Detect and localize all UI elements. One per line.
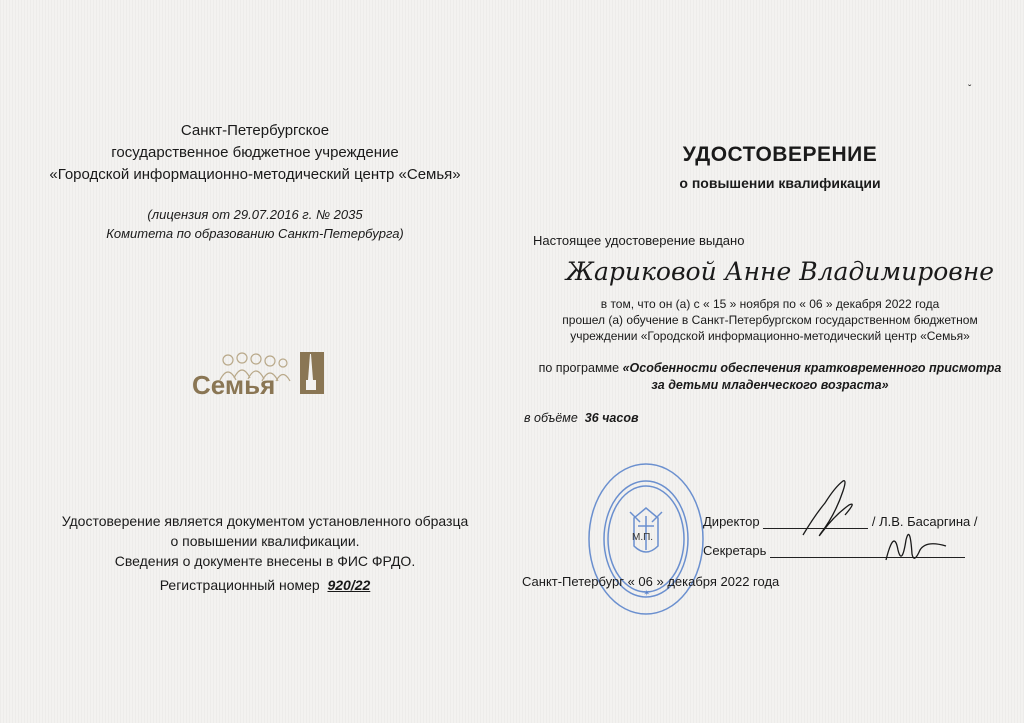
notice-line-2: о повышении квалификации.	[170, 533, 360, 549]
certificate-subtitle: о повышении квалификации	[679, 175, 881, 191]
period-line: в том, что он (а) с « 15 » ноября по « 06 » декабря 2022 года	[600, 297, 940, 311]
registration-line	[20, 577, 510, 593]
notice-line-3: Сведения о документе внесены в ФИС ФРДО.	[114, 553, 416, 569]
document-notice	[20, 511, 510, 571]
director-signature	[795, 475, 865, 545]
issuer-line-3: «Городской информационно-методический центр «Семья»	[49, 166, 461, 183]
place-and-date: Санкт-Петербург « 06 » декабря 2022 года	[522, 574, 780, 589]
issuer-line-1: Санкт-Петербургское	[180, 122, 330, 139]
semya-logo	[190, 350, 325, 402]
license-line-1: (лицензия от 29.07.2016 г. № 2035	[147, 207, 363, 222]
volume-label: в объёме	[524, 411, 578, 425]
program-block	[520, 360, 1020, 394]
registration-label: Регистрационный номер	[159, 577, 320, 593]
certificate-title: УДОСТОВЕРЕНИЕ	[682, 143, 878, 166]
official-stamp	[586, 460, 706, 618]
issuer-header	[20, 120, 490, 186]
stamp-graphic	[586, 460, 706, 618]
notice-line-1: Удостоверение является документом установленного образца	[61, 513, 469, 529]
stamp-label: М.П.	[632, 532, 654, 543]
recipient-name: Жариковой Анне Владимировне	[565, 257, 995, 286]
issuer-line-2: государственное бюджетное учреждение	[111, 144, 399, 161]
program-title-line-2: за детьми младенческого возраста»	[651, 378, 889, 392]
training-line-2: учреждении «Городской информационно-методический центр «Семья»	[570, 329, 970, 343]
corner-mark: ˇ	[968, 84, 972, 95]
issued-to-label: Настоящее удостоверение выдано	[533, 233, 745, 248]
program-label: по программе	[538, 361, 620, 375]
license-info	[20, 205, 490, 243]
logo-text: Семья	[192, 370, 276, 400]
director-name: / Л.В. Басаргина /	[871, 514, 978, 529]
license-line-2: Комитета по образованию Санкт-Петербурга)	[106, 226, 404, 241]
director-label: Директор	[703, 514, 760, 529]
semya-logo-graphic	[190, 350, 325, 402]
training-line-1: прошел (а) обучение в Санкт-Петербургском государственном бюджетном	[562, 313, 978, 327]
volume-line	[524, 411, 639, 425]
secretary-label: Секретарь	[703, 543, 767, 558]
training-details	[520, 296, 1020, 344]
volume-value: 36 часов	[584, 411, 639, 425]
svg-text:✶: ✶	[643, 588, 651, 598]
secretary-signature	[880, 520, 950, 570]
registration-number: 920/22	[327, 577, 371, 593]
program-title-line-1: «Особенности обеспечения кратковременного присмотра	[622, 361, 1002, 375]
